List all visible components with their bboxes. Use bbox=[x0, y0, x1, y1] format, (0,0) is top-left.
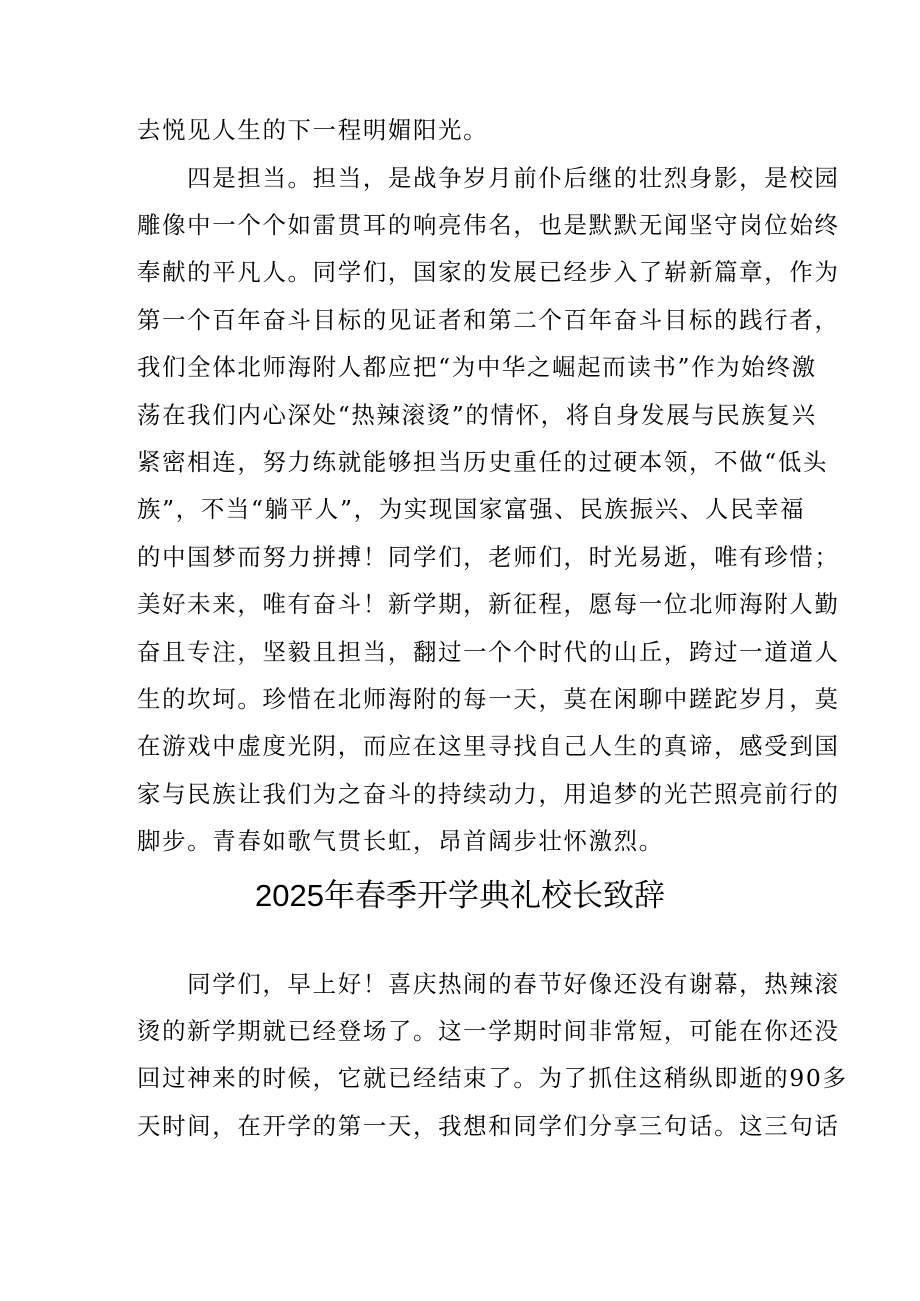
paragraph-line: 在游戏中虚度光阴，而应在这里寻找自己人生的真谛，感受到国 bbox=[137, 732, 840, 760]
paragraph-line: 奋且专注，坚毅且担当，翻过一个个时代的山丘，跨过一道道人 bbox=[137, 638, 840, 666]
paragraph-line: 雕像中一个个如雷贯耳的响亮伟名，也是默默无闻坚守岗位始终 bbox=[137, 211, 840, 239]
paragraph-line: 家与民族让我们为之奋斗的持续动力，用追梦的光芒照亮前行的 bbox=[137, 780, 840, 808]
paragraph-line: 去悦见人生的下一程明媚阳光。 bbox=[137, 116, 489, 144]
document-title: 2025年春季开学典礼校长致辞 bbox=[255, 878, 665, 913]
paragraph-line: 脚步。青春如歌气贯长虹，昂首阔步壮怀激烈。 bbox=[137, 827, 664, 855]
paragraph-line: 的中国梦而努力拼搏！同学们，老师们，时光易逝，唯有珍惜； bbox=[137, 543, 840, 571]
paragraph-line: 同学们，早上好！喜庆热闹的春节好像还没有谢幕，热辣滚 bbox=[137, 970, 840, 998]
paragraph-line: 我们全体北师海附人都应把“为中华之崛起而读书”作为始终激 bbox=[137, 353, 817, 381]
paragraph-line: 回过神来的时候，它就已经结束了。为了抓住这稍纵即逝的90多 bbox=[137, 1064, 848, 1092]
paragraph-line: 紧密相连，努力练就能够担当历史重任的过硬本领，不做“低头 bbox=[137, 448, 829, 476]
paragraph-line: 奉献的平凡人。同学们，国家的发展已经步入了崭新篇章，作为 bbox=[137, 258, 840, 286]
paragraph-line: 天时间，在开学的第一天，我想和同学们分享三句话。这三句话 bbox=[137, 1112, 840, 1140]
paragraph-line: 第一个百年奋斗目标的见证者和第二个百年奋斗目标的践行者， bbox=[137, 306, 840, 334]
paragraph-line: 荡在我们内心深处“热辣滚烫”的情怀，将自身发展与民族复兴 bbox=[137, 401, 817, 429]
paragraph-line: 烫的新学期就已经登场了。这一学期时间非常短，可能在你还没 bbox=[137, 1017, 840, 1045]
paragraph-line: 美好未来，唯有奋斗！新学期，新征程，愿每一位北师海附人勤 bbox=[137, 590, 840, 618]
paragraph-line: 族”，不当“躺平人”，为实现国家富强、民族振兴、人民幸福 bbox=[137, 495, 806, 523]
paragraph-line: 四是担当。担当，是战争岁月前仆后继的壮烈身影，是校园 bbox=[137, 164, 840, 192]
paragraph-line: 生的坎坷。珍惜在北师海附的每一天，莫在闲聊中蹉跎岁月，莫 bbox=[137, 685, 840, 713]
